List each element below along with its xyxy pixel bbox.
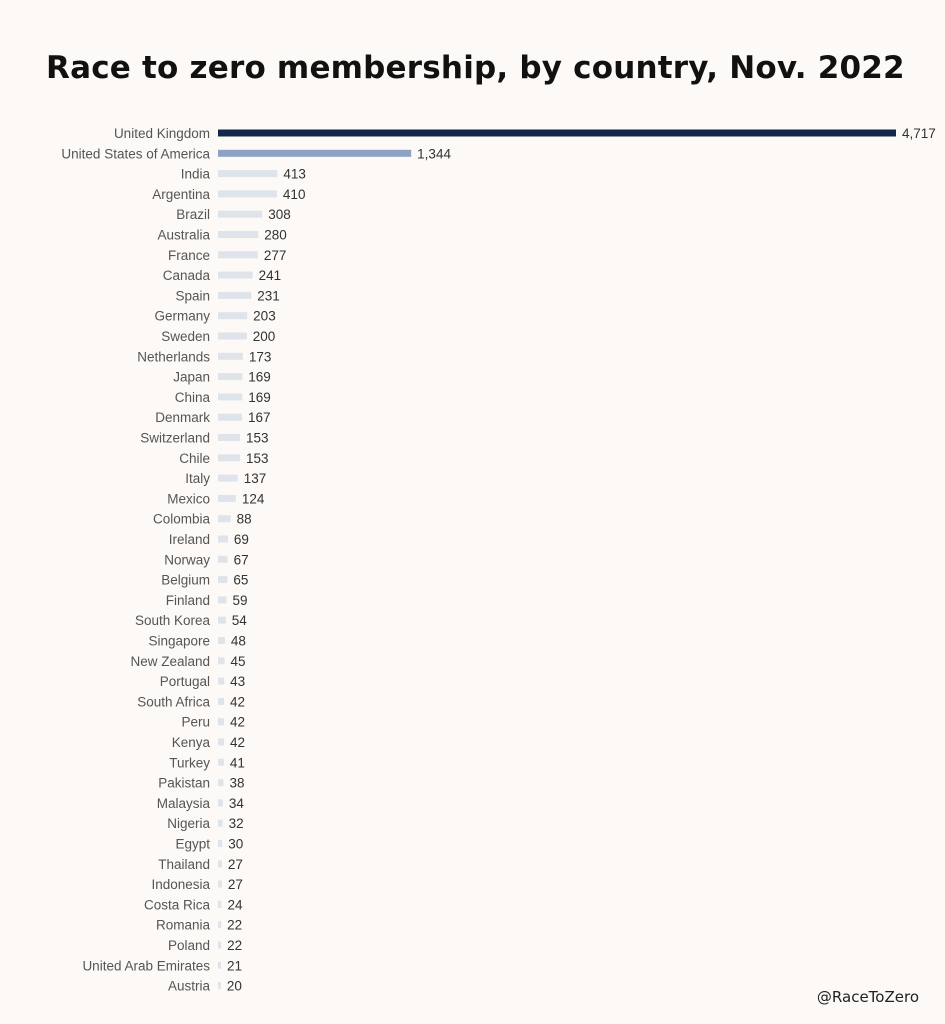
bar bbox=[218, 698, 224, 705]
category-label: South Africa bbox=[137, 694, 210, 710]
value-label: 69 bbox=[233, 532, 249, 547]
bar bbox=[218, 190, 277, 197]
category-label: France bbox=[167, 247, 210, 263]
category-label: Malaysia bbox=[156, 795, 210, 811]
value-label: 153 bbox=[245, 450, 269, 466]
value-label: 88 bbox=[236, 511, 252, 527]
bar bbox=[218, 231, 258, 238]
category-label: Japan bbox=[173, 369, 210, 385]
value-label: 308 bbox=[268, 207, 291, 223]
bar bbox=[218, 576, 227, 583]
value-label: 38 bbox=[229, 775, 245, 791]
category-label: India bbox=[180, 166, 210, 182]
bar bbox=[218, 657, 224, 664]
source-credit: @RaceToZero bbox=[816, 988, 919, 1006]
category-label: Spain bbox=[175, 288, 210, 304]
category-label: Norway bbox=[164, 552, 210, 568]
category-label: Colombia bbox=[152, 511, 210, 527]
value-label: 21 bbox=[227, 958, 243, 974]
bar bbox=[218, 170, 277, 177]
value-label: 67 bbox=[233, 552, 249, 568]
bar bbox=[218, 820, 223, 827]
bar bbox=[218, 536, 228, 543]
category-label: Singapore bbox=[148, 633, 210, 649]
bar bbox=[218, 312, 247, 319]
value-label: 34 bbox=[228, 795, 244, 811]
category-label: Chile bbox=[179, 450, 210, 466]
category-label: Turkey bbox=[169, 755, 210, 771]
category-label: Kenya bbox=[171, 735, 210, 750]
bar bbox=[218, 860, 222, 867]
category-label: China bbox=[174, 389, 210, 405]
category-label: United Kingdom bbox=[113, 126, 210, 141]
value-label: 124 bbox=[241, 491, 265, 507]
category-label: Thailand bbox=[158, 856, 210, 872]
bar bbox=[218, 353, 243, 360]
value-label: 231 bbox=[257, 288, 280, 304]
bar bbox=[218, 556, 228, 563]
value-label: 22 bbox=[227, 938, 243, 953]
value-label: 42 bbox=[230, 735, 246, 750]
bar bbox=[218, 739, 224, 746]
value-label: 4,717 bbox=[902, 126, 936, 141]
bar bbox=[218, 962, 221, 969]
bar bbox=[218, 515, 231, 522]
category-label: Peru bbox=[181, 714, 210, 730]
value-label: 48 bbox=[230, 633, 246, 649]
category-label: Germany bbox=[154, 308, 210, 324]
bar bbox=[218, 596, 226, 603]
value-label: 54 bbox=[231, 613, 247, 629]
category-label: Italy bbox=[185, 471, 210, 487]
value-label: 30 bbox=[228, 836, 244, 852]
value-label: 27 bbox=[227, 877, 243, 893]
value-label: 203 bbox=[253, 308, 276, 324]
bar bbox=[218, 251, 258, 258]
category-label: United Arab Emirates bbox=[82, 958, 210, 974]
value-label: 20 bbox=[226, 978, 242, 994]
bar bbox=[218, 454, 240, 461]
bar bbox=[218, 759, 224, 766]
category-label: Poland bbox=[167, 938, 210, 953]
bar bbox=[218, 414, 242, 421]
category-label: South Korea bbox=[134, 613, 210, 629]
bar bbox=[218, 495, 236, 502]
value-label: 153 bbox=[245, 430, 269, 446]
category-label: Canada bbox=[162, 268, 210, 284]
category-label: Nigeria bbox=[167, 816, 210, 832]
value-label: 32 bbox=[228, 816, 244, 832]
value-label: 42 bbox=[230, 694, 246, 710]
category-label: Brazil bbox=[176, 207, 210, 223]
bar bbox=[218, 272, 253, 279]
bar bbox=[218, 799, 223, 806]
value-label: 24 bbox=[227, 897, 243, 913]
value-label: 241 bbox=[258, 268, 282, 284]
value-label: 42 bbox=[230, 714, 246, 730]
value-label: 169 bbox=[248, 369, 271, 385]
category-label: Switzerland bbox=[140, 430, 210, 446]
value-label: 413 bbox=[283, 166, 306, 182]
bar bbox=[218, 150, 411, 157]
bar bbox=[218, 434, 240, 441]
value-label: 200 bbox=[252, 329, 276, 344]
bar bbox=[218, 881, 222, 888]
category-label: Sweden bbox=[161, 329, 210, 344]
value-label: 27 bbox=[227, 856, 243, 872]
bar bbox=[218, 718, 224, 725]
category-label: Mexico bbox=[167, 491, 210, 507]
category-label: Belgium bbox=[161, 572, 210, 588]
bar bbox=[218, 292, 251, 299]
bar bbox=[218, 637, 225, 644]
bar bbox=[218, 921, 221, 928]
value-label: 65 bbox=[233, 572, 249, 588]
category-label: United States of America bbox=[61, 146, 210, 162]
category-label: Portugal bbox=[159, 674, 210, 690]
category-label: Austria bbox=[167, 978, 210, 994]
bar bbox=[218, 942, 221, 949]
category-label: Denmark bbox=[155, 410, 210, 426]
bar bbox=[218, 779, 223, 786]
value-label: 45 bbox=[230, 653, 246, 669]
category-label: New Zealand bbox=[130, 653, 210, 669]
value-label: 280 bbox=[264, 227, 287, 243]
category-label: Australia bbox=[157, 227, 210, 243]
category-label: Costa Rica bbox=[143, 897, 210, 913]
category-label: Egypt bbox=[175, 836, 210, 852]
category-label: Argentina bbox=[152, 186, 210, 202]
value-label: 410 bbox=[282, 186, 306, 202]
bar bbox=[218, 211, 262, 218]
value-label: 277 bbox=[263, 247, 287, 263]
category-label: Indonesia bbox=[151, 877, 210, 893]
bar bbox=[218, 840, 222, 847]
chart-title: Race to zero membership, by country, Nov. 2022 bbox=[46, 50, 905, 86]
category-label: Pakistan bbox=[158, 775, 210, 791]
value-label: 43 bbox=[230, 674, 246, 690]
value-label: 22 bbox=[227, 917, 243, 933]
category-label: Netherlands bbox=[137, 349, 210, 365]
bar bbox=[218, 475, 238, 482]
category-label: Romania bbox=[155, 917, 210, 933]
value-label: 173 bbox=[248, 349, 272, 365]
bar bbox=[218, 333, 247, 340]
bar bbox=[218, 901, 221, 908]
bar bbox=[218, 130, 896, 137]
value-label: 167 bbox=[248, 410, 271, 426]
value-label: 137 bbox=[243, 471, 267, 487]
bar bbox=[218, 373, 242, 380]
value-label: 169 bbox=[248, 389, 271, 405]
value-label: 59 bbox=[232, 592, 248, 608]
bar bbox=[218, 982, 221, 989]
category-label: Finland bbox=[165, 592, 210, 608]
value-label: 41 bbox=[229, 755, 245, 771]
bar bbox=[218, 617, 226, 624]
category-label: Ireland bbox=[168, 532, 210, 547]
value-label: 1,344 bbox=[417, 146, 451, 162]
bar bbox=[218, 678, 224, 685]
bar bbox=[218, 393, 242, 400]
